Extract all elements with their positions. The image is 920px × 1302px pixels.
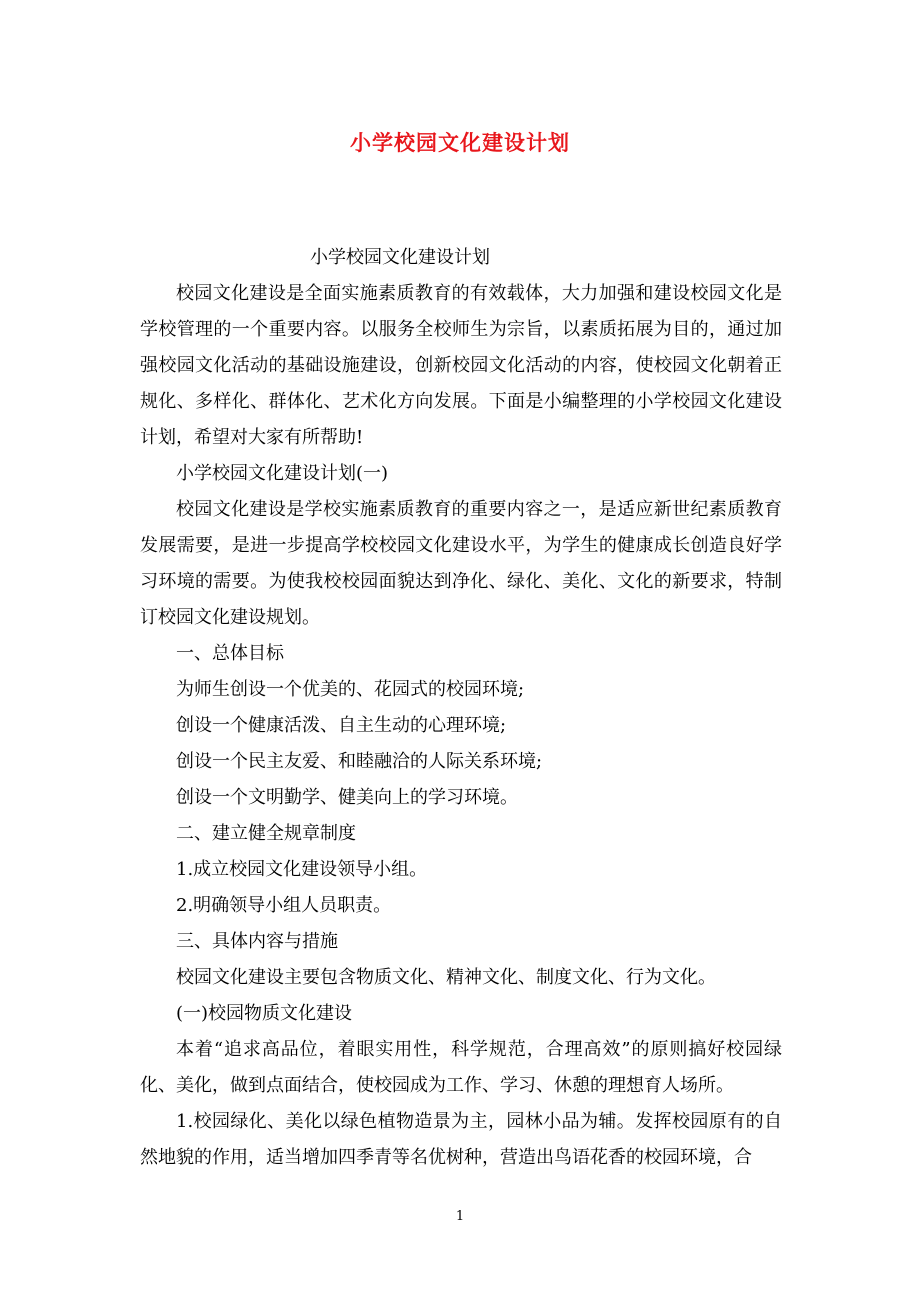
list-item-rule-2: 2.明确领导小组人员职责。	[176, 895, 392, 916]
document-body	[140, 240, 782, 1176]
paragraph-greening: 1.校园绿化、美化以绿色植物造景为主，园林小品为辅。发挥校园原有的自然地貌的作用，适当增加四季青等名优树种，营造出鸟语花香的校园环境，合	[140, 1111, 782, 1168]
list-item-goal-1: 为师生创设一个优美的、花园式的校园环境;	[176, 679, 525, 700]
heading-material-culture: (一)校园物质文化建设	[176, 1003, 353, 1024]
list-item-goal-4: 创设一个文明勤学、健美向上的学习环境。	[176, 787, 518, 808]
paragraph-plan-one-intro: 校园文化建设是学校实施素质教育的重要内容之一，是适应新世纪素质教育发展需要，是进一步提高学校校园文化建设水平，为学生的健康成长创造良好学习环境的需要。为使我校校园面貌达到净化、绿化、美化、文化的新要求，特制订校园文化建设规划。	[140, 499, 782, 628]
document-title: 小学校园文化建设计划	[350, 130, 570, 155]
list-item-goal-2: 创设一个健康活泼、自主生动的心理环境;	[176, 715, 507, 736]
heading-rules-system: 二、建立健全规章制度	[176, 823, 356, 844]
paragraph-intro: 校园文化建设是全面实施素质教育的有效载体，大力加强和建设校园文化是学校管理的一个重要内容。以服务全校师生为宗旨，以素质拓展为目的，通过加强校园文化活动的基础设施建设，创新校园文化活动的内容，使校园文化朝着正规化、多样化、群体化、艺术化方向发展。下面是小编整理的小学校园文化建设计划，希望对大家有所帮助!	[140, 283, 782, 448]
paragraph-principles: 本着“追求高品位，着眼实用性，科学规范，合理高效”的原则搞好校园绿化、美化，做到点面结合，使校园成为工作、学习、休憩的理想育人场所。	[140, 1039, 782, 1096]
page-number: 1	[455, 1209, 465, 1224]
paragraph-plan-one-heading: 小学校园文化建设计划(一)	[176, 463, 389, 484]
heading-overall-goals: 一、总体目标	[176, 643, 284, 664]
paragraph-culture-types: 校园文化建设主要包含物质文化、精神文化、制度文化、行为文化。	[176, 967, 716, 988]
list-item-rule-1: 1.成立校园文化建设领导小组。	[176, 859, 428, 880]
heading-content-measures: 三、具体内容与措施	[176, 931, 338, 952]
list-item-goal-3: 创设一个民主友爱、和睦融洽的人际关系环境;	[176, 751, 543, 772]
document-subtitle: 小学校园文化建设计划	[310, 247, 490, 268]
